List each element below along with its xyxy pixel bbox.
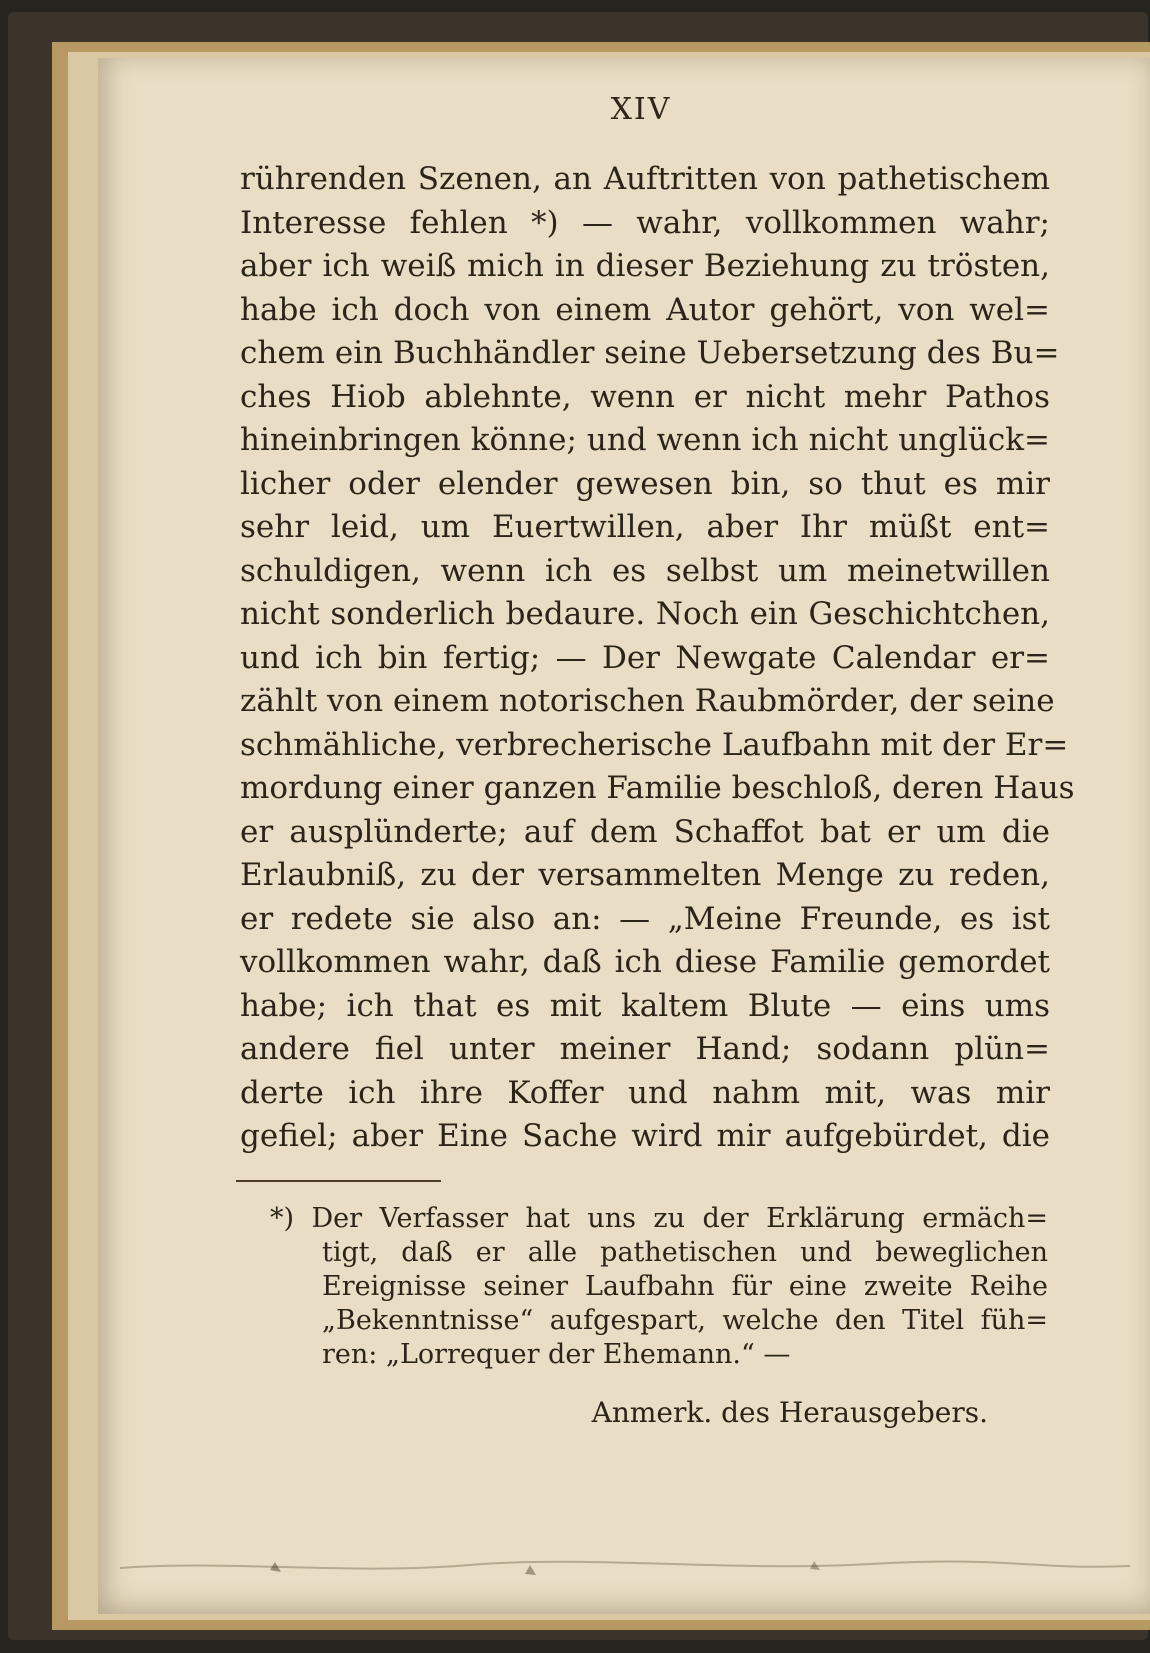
text-line: habe; ich that es mit kaltem Blute — eins ums [240,987,1050,1024]
text-line: hineinbringen könne; und wenn ich nicht unglück= [240,422,1050,458]
text-line: ches Hiob ablehnte, wenn er nicht mehr Pathos [240,378,1050,415]
footnote-line: „Bekenntnisse“ aufgespart, welche den Titel füh= [322,1305,1048,1336]
text-line: mordung einer ganzen Familie beschloß, deren Haus [240,770,1075,806]
text-line: gefiel; aber Eine Sache wird mir aufgebürdet, die [240,1118,1050,1154]
footnote-line: tigt, daß er alle pathetischen und beweglichen [322,1237,1048,1268]
text-line: rührenden Szenen, an Auftritten von pathetischem [240,161,1050,197]
footnote-line: Ereignisse seiner Laufbahn für eine zweite Reihe [322,1271,1048,1302]
text-line: schuldigen, wenn ich es selbst um meinetwillen [240,552,1050,589]
footnote-line: ren: „Lorrequer der Ehemann.“ — [322,1339,791,1370]
text-line: habe ich doch von einem Autor gehört, von wel= [240,291,1050,328]
text-line: er redete sie also an: — „Meine Freunde, es ist [240,900,1050,937]
footnote-line: *) Der Verfasser hat uns zu der Erklärung ermäch= [270,1203,1048,1234]
footnote-separator [236,1180,441,1182]
text-line: sehr leid, um Euertwillen, aber Ihr müßt ent= [240,509,1050,545]
footnote [270,1202,1048,1372]
text-line: vollkommen wahr, daß ich diese Familie gemordet [240,944,1050,980]
text-line: zählt von einem notorischen Raubmörder, der seine [240,683,1055,719]
text-line: er ausplünderte; auf dem Schaffot bat er um die [240,813,1050,850]
text-line: Erlaubniß, zu der versammelten Menge zu reden, [240,857,1050,893]
text-line: licher oder elender gewesen bin, so thut es mir [240,465,1050,502]
body-text [240,158,1075,1159]
text-line: aber ich weiß mich in dieser Beziehung zu trösten, [240,248,1050,284]
text-line: chem ein Buchhändler seine Uebersetzung des Bu= [240,335,1060,371]
text-line: nicht sonderlich bedaure. Noch ein Geschichtchen, [240,596,1050,632]
text-line: Interesse fehlen *) — wahr, vollkommen wahr; [240,204,1050,241]
page-number: XIV [610,92,672,127]
page-wear-marks [110,1550,1140,1590]
text-line: andere fiel unter meiner Hand; sodann plün= [240,1031,1050,1067]
footnote-signature: Anmerk. des Herausgebers. [591,1396,988,1429]
text-line: und ich bin fertig; — Der Newgate Calendar er= [240,639,1050,676]
text-line: schmähliche, verbrecherische Laufbahn mit der Er= [240,726,1069,763]
text-line: derte ich ihre Koffer und nahm mit, was mir [240,1074,1050,1111]
